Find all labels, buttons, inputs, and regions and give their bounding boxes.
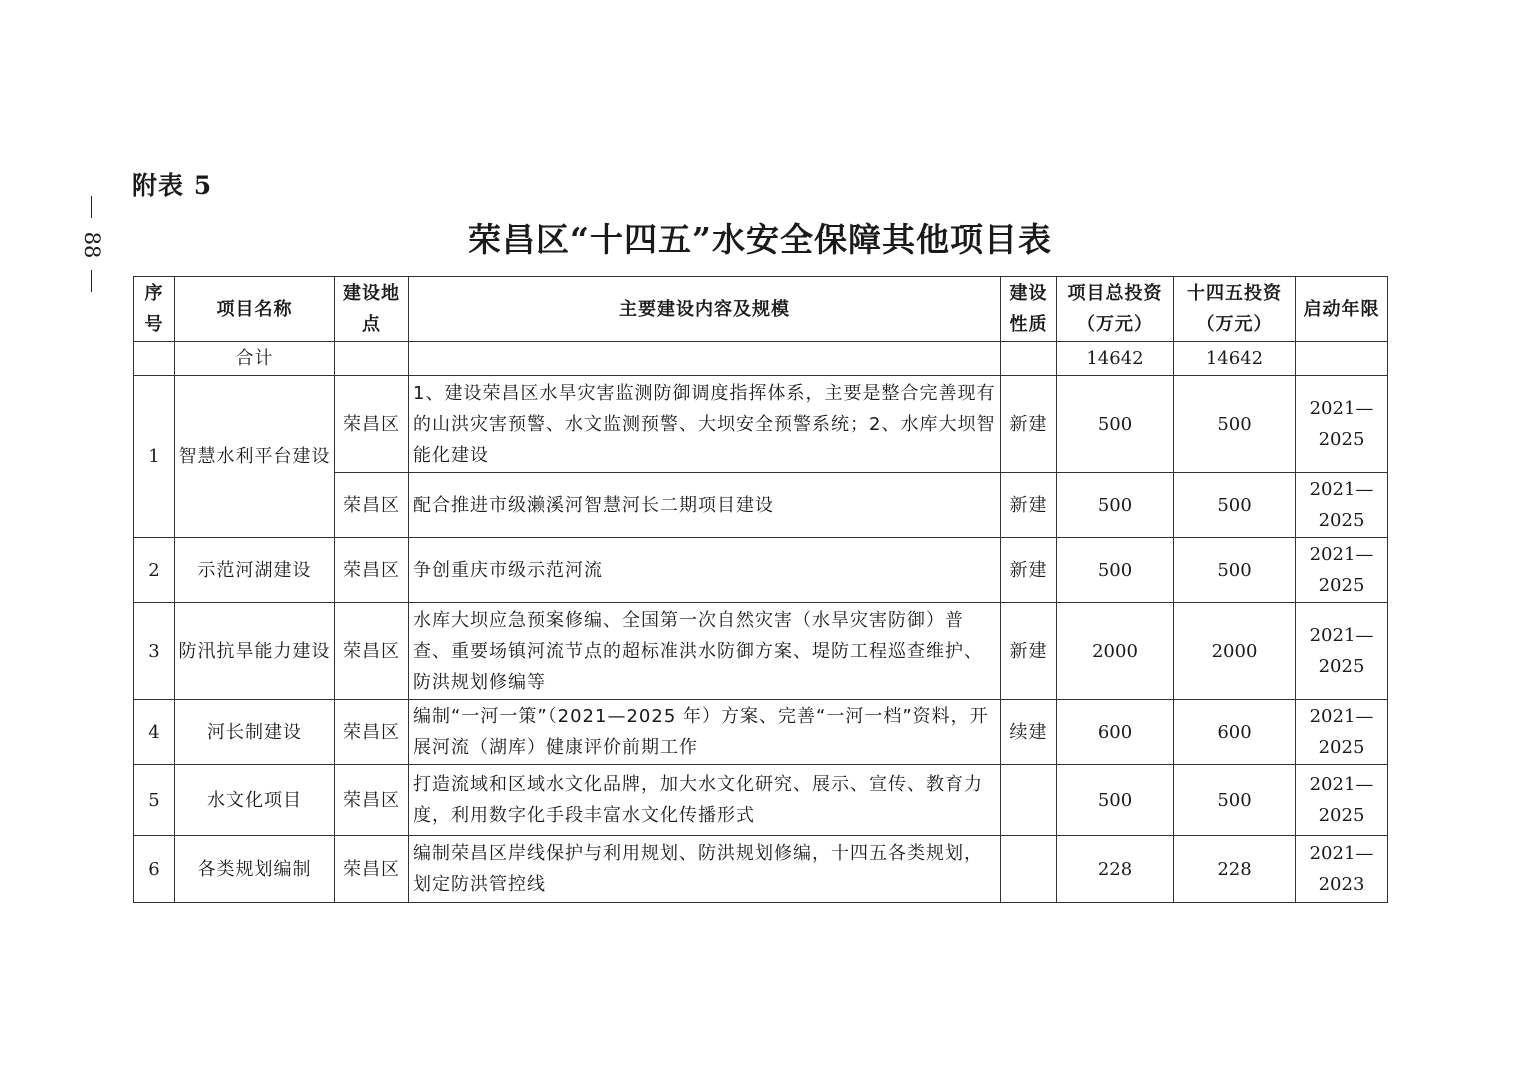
row-nature (1001, 765, 1057, 836)
row-total-investment: 228 (1057, 836, 1174, 903)
page-number-rule-top (91, 196, 92, 218)
row-content: 编制“一河一策”（2021—2025 年）方案、完善“一河一档”资料，开展河流（湖库）健康评价前期工作 (409, 700, 1001, 765)
row-project-name: 防汛抗旱能力建设 (175, 603, 335, 700)
row-location: 荣昌区 (335, 603, 409, 700)
row-content: 水库大坝应急预案修编、全国第一次自然灾害（水旱灾害防御）普查、重要场镇河流节点的超标准洪水防御方案、堤防工程巡查维护、防洪规划修编等 (409, 603, 1001, 700)
row-total-investment: 600 (1057, 700, 1174, 765)
table-row (134, 836, 1388, 903)
row-content: 1、建设荣昌区水旱灾害监测防御调度指挥体系，主要是整合完善现有的山洪灾害预警、水文监测预警、大坝安全预警系统；2、水库大坝智能化建设 (409, 376, 1001, 473)
header-start-period: 启动年限 (1296, 277, 1388, 342)
row-total-investment: 500 (1057, 376, 1174, 473)
row-plan-investment: 600 (1174, 700, 1296, 765)
row-period: 2021—2025 (1296, 538, 1388, 603)
row-nature: 新建 (1001, 538, 1057, 603)
row-content: 争创重庆市级示范河流 (409, 538, 1001, 603)
row-period: 2021—2025 (1296, 700, 1388, 765)
row-period: 2021—2023 (1296, 836, 1388, 903)
page-number-rule-bottom (91, 270, 92, 292)
row-plan-investment: 500 (1174, 376, 1296, 473)
row-project-name: 示范河湖建设 (175, 538, 335, 603)
row-period: 2021—2025 (1296, 603, 1388, 700)
row-project-name: 河长制建设 (175, 700, 335, 765)
row-period: 2021—2025 (1296, 473, 1388, 538)
table-row (134, 538, 1388, 603)
row-location: 荣昌区 (335, 700, 409, 765)
row-total-investment: 2000 (1057, 603, 1174, 700)
page-number-text: 88 (80, 231, 104, 259)
attachment-label: 附表 5 (132, 171, 213, 200)
project-table (133, 276, 1388, 903)
row-total-investment: 500 (1057, 765, 1174, 836)
table-row (134, 700, 1388, 765)
row-seq: 3 (134, 603, 175, 700)
row-project-name: 各类规划编制 (175, 836, 335, 903)
row-plan-investment: 228 (1174, 836, 1296, 903)
row-seq: 5 (134, 765, 175, 836)
row-project-name: 水文化项目 (175, 765, 335, 836)
row-seq: 4 (134, 700, 175, 765)
row-plan-investment: 500 (1174, 538, 1296, 603)
total-nature-cell (1001, 342, 1057, 376)
document-title: 荣昌区“十四五”水安全保障其他项目表 (468, 220, 1052, 259)
row-location: 荣昌区 (335, 765, 409, 836)
total-seq-cell (134, 342, 175, 376)
header-nature: 建设性质 (1001, 277, 1057, 342)
header-total-investment: 项目总投资（万元） (1057, 277, 1174, 342)
row-seq: 6 (134, 836, 175, 903)
header-seq: 序号 (134, 277, 175, 342)
row-nature: 新建 (1001, 376, 1057, 473)
total-investment-sum: 14642 (1057, 342, 1174, 376)
row-total-investment: 500 (1057, 538, 1174, 603)
total-label: 合计 (175, 342, 335, 376)
row-total-investment: 500 (1057, 473, 1174, 538)
table-row (134, 603, 1388, 700)
row-content: 编制荣昌区岸线保护与利用规划、防洪规划修编，十四五各类规划，划定防洪管控线 (409, 836, 1001, 903)
row-location: 荣昌区 (335, 376, 409, 473)
row-nature: 新建 (1001, 603, 1057, 700)
total-content-cell (409, 342, 1001, 376)
row-project-name: 智慧水利平台建设 (175, 376, 335, 538)
row-period: 2021—2025 (1296, 376, 1388, 473)
row-nature (1001, 836, 1057, 903)
row-seq: 1 (134, 376, 175, 538)
total-period-cell (1296, 342, 1388, 376)
header-location: 建设地点 (335, 277, 409, 342)
page-number (80, 196, 104, 296)
total-row (134, 342, 1388, 376)
row-plan-investment: 500 (1174, 473, 1296, 538)
row-location: 荣昌区 (335, 836, 409, 903)
row-plan-investment: 2000 (1174, 603, 1296, 700)
row-content: 打造流域和区域水文化品牌，加大水文化研究、展示、宣传、教育力度，利用数字化手段丰富水文化传播形式 (409, 765, 1001, 836)
row-content: 配合推进市级濑溪河智慧河长二期项目建设 (409, 473, 1001, 538)
total-location-cell (335, 342, 409, 376)
row-location: 荣昌区 (335, 538, 409, 603)
table-header-row (134, 277, 1388, 342)
row-nature: 新建 (1001, 473, 1057, 538)
row-plan-investment: 500 (1174, 765, 1296, 836)
table-row (134, 765, 1388, 836)
row-nature: 续建 (1001, 700, 1057, 765)
plan-investment-sum: 14642 (1174, 342, 1296, 376)
header-content: 主要建设内容及规模 (409, 277, 1001, 342)
header-name: 项目名称 (175, 277, 335, 342)
table-row (134, 376, 1388, 473)
row-location: 荣昌区 (335, 473, 409, 538)
row-seq: 2 (134, 538, 175, 603)
row-period: 2021—2025 (1296, 765, 1388, 836)
header-plan-investment: 十四五投资（万元） (1174, 277, 1296, 342)
